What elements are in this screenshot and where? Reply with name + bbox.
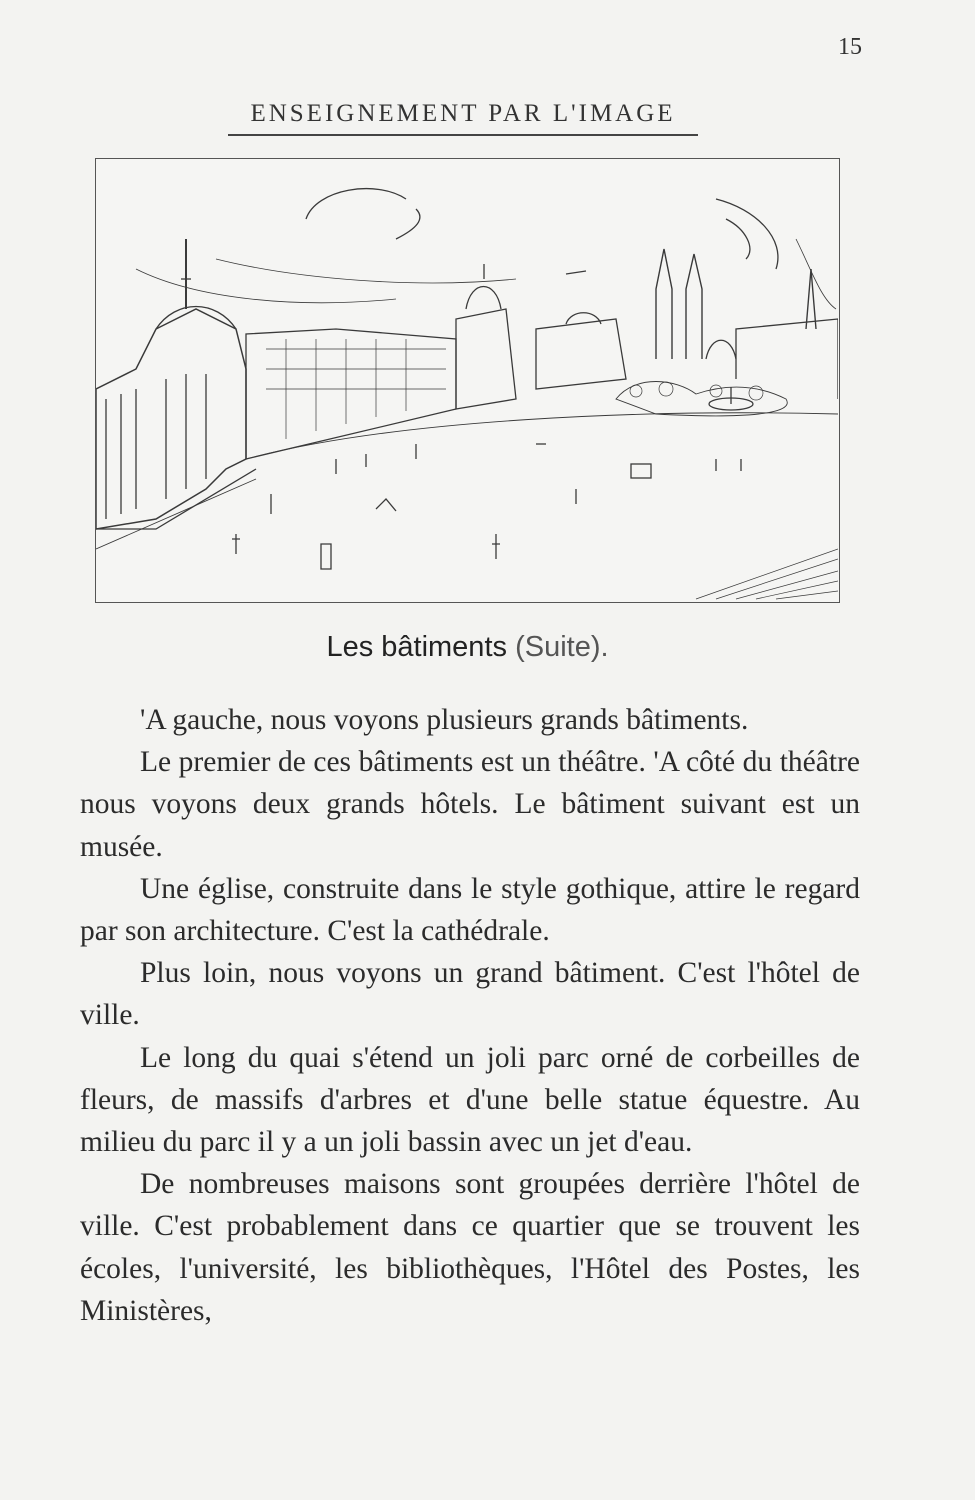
city-square-illustration xyxy=(95,158,840,603)
paragraph: Plus loin, nous voyons un grand bâtiment. C'est l'hôtel de ville. xyxy=(80,957,860,1032)
running-head: ENSEIGNEMENT PAR L'IMAGE xyxy=(228,100,698,136)
paragraph: Le long du quai s'étend un joli parc orné de corbeilles de fleurs, de massifs d'arbres et d'une belle statue équestre. Au milieu du parc il y a un joli bassin avec un jet d'eau. xyxy=(80,1041,860,1159)
paragraph: Une église, construite dans le style gothique, attire le regard par son architecture. C'est la cathédrale. xyxy=(80,872,860,948)
page-number: 15 xyxy=(838,34,862,60)
body-text xyxy=(80,699,860,1332)
section-title xyxy=(95,631,840,664)
section-title-suffix: (Suite). xyxy=(515,631,609,663)
section-title-text: Les bâtiments xyxy=(326,631,507,663)
city-square-engraving-icon xyxy=(96,159,838,601)
paragraph: De nombreuses maisons sont groupées derrière l'hôtel de ville. C'est probablement dans ce quartier que se trouvent les écoles, l'université, les bibliothèques, l'Hôtel des Postes, les Ministères, xyxy=(80,1168,860,1327)
paragraph: 'A gauche, nous voyons plusieurs grands bâtiments. xyxy=(140,704,749,736)
paragraph: Le premier de ces bâtiments est un théâtre. 'A côté du théâtre nous voyons deux grands hôtels. Le bâtiment suivant est un musée. xyxy=(80,746,860,863)
